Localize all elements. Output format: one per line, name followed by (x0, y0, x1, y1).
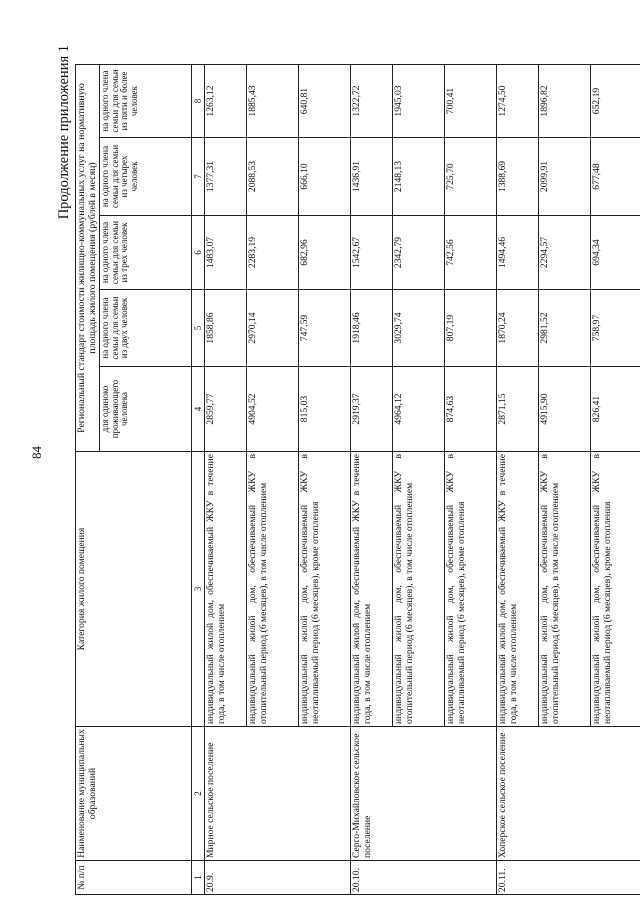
cost-value: 874,63 (445, 367, 497, 452)
row-number (539, 861, 591, 895)
cost-value: 2859,77 (205, 367, 247, 452)
cost-value: 4915,90 (539, 367, 591, 452)
housing-category: индивидуальный жилой дом, обеспечиваемый ЖКУ в течение года, в том числе отоплением (351, 452, 393, 727)
cost-value: 742,56 (445, 216, 497, 290)
cost-value: 1896,82 (539, 65, 591, 138)
header-numbers-row (192, 65, 205, 895)
municipality-name (393, 727, 445, 861)
table-row (591, 65, 640, 895)
continuation-label: Продолжение приложения 1 (56, 45, 72, 220)
municipality-name (299, 727, 351, 861)
cost-value: 826,41 (591, 367, 640, 452)
header-number: 8 (192, 65, 205, 138)
header-num: № п/п (76, 861, 192, 895)
cost-value: 1885,43 (247, 65, 299, 138)
cost-value: 1918,46 (351, 290, 393, 367)
cost-value: 4964,12 (393, 367, 445, 452)
housing-category: индивидуальный жилой дом, обеспечиваемый ЖКУ в течение года, в том числе отоплением (497, 452, 539, 727)
municipality-name (591, 727, 640, 861)
cost-value: 2919,37 (351, 367, 393, 452)
cost-value: 1945,03 (393, 65, 445, 138)
header-row-1 (76, 65, 100, 895)
header-number: 5 (192, 290, 205, 367)
page-number: 84 (29, 446, 44, 459)
cost-value: 815,03 (299, 367, 351, 452)
table-row (205, 65, 247, 895)
row-number (393, 861, 445, 895)
municipality-name: Хоперское сельское поселение (497, 727, 539, 861)
cost-value: 1274,50 (497, 65, 539, 138)
header-number: 7 (192, 138, 205, 216)
housing-category: индивидуальный жилой дом, обеспечиваемый ЖКУ в течение года, в том числе отоплением (205, 452, 247, 727)
table-row (247, 65, 299, 895)
row-number (247, 861, 299, 895)
cost-value: 1870,24 (497, 290, 539, 367)
row-number (445, 861, 497, 895)
cost-value: 1436,91 (351, 138, 393, 216)
header-number: 1 (192, 861, 205, 895)
housing-category: индивидуальный жилой дом, обеспечиваемый ЖКУ в отопительный период (6 месяцев), в том числе отоплением (539, 452, 591, 727)
housing-category: индивидуальный жилой дом, обеспечиваемый ЖКУ в неотапливаемый период (6 месяцев), кроме отопления (299, 452, 351, 727)
header-category: Категория жилого помещения (76, 452, 192, 727)
cost-value: 677,48 (591, 138, 640, 216)
housing-category: индивидуальный жилой дом, обеспечиваемый ЖКУ в неотапливаемый период (6 месяцев), кроме отопления (591, 452, 640, 727)
row-number: 20.11. (497, 861, 539, 895)
table-row (539, 65, 591, 895)
cost-value: 2283,19 (247, 216, 299, 290)
header-sub-3: на одного члена семьи для семьи из трех человек (100, 216, 192, 290)
cost-value: 2294,57 (539, 216, 591, 290)
header-sub-4: на одного члена семьи для семьи из четырех человек (100, 138, 192, 216)
cost-value: 1858,86 (205, 290, 247, 367)
housing-category: индивидуальный жилой дом, обеспечиваемый ЖКУ в отопительный период (6 месяцев), в том числе отоплением (247, 452, 299, 727)
cost-value: 640,81 (299, 65, 351, 138)
header-sub-1: для одиноко проживающего человека (100, 367, 192, 452)
cost-value: 2088,53 (247, 138, 299, 216)
cost-value: 2981,52 (539, 290, 591, 367)
cost-value: 700,41 (445, 65, 497, 138)
municipality-name (445, 727, 497, 861)
cost-value: 2099,91 (539, 138, 591, 216)
cost-value: 807,19 (445, 290, 497, 367)
header-number: 4 (192, 367, 205, 452)
cost-value: 694,34 (591, 216, 640, 290)
cost-value: 652,19 (591, 65, 640, 138)
housing-category: индивидуальный жилой дом, обеспечиваемый ЖКУ в отопительный период (6 месяцев), в том числе отоплением (393, 452, 445, 727)
cost-value: 747,59 (299, 290, 351, 367)
header-group: Региональный стандарт стоимости жилищно-коммунальных услуг на нормативную площадь жилого помещения (рублей в месяц) (76, 65, 100, 452)
cost-value: 2342,79 (393, 216, 445, 290)
municipality-name: Мирное сельское поселение (205, 727, 247, 861)
table-row (497, 65, 539, 895)
table-row (351, 65, 393, 895)
header-number: 6 (192, 216, 205, 290)
header-number: 3 (192, 452, 205, 727)
cost-value: 3029,74 (393, 290, 445, 367)
header-name: Наименование муниципальных образований (76, 727, 192, 861)
cost-value: 4904,52 (247, 367, 299, 452)
header-number: 2 (192, 727, 205, 861)
tariff-table (75, 64, 640, 895)
header-sub-2: на одного члена семьи для семьи из двух человек (100, 290, 192, 367)
housing-category: индивидуальный жилой дом, обеспечиваемый ЖКУ в неотапливаемый период (6 месяцев), кроме отопления (445, 452, 497, 727)
cost-value: 725,70 (445, 138, 497, 216)
table-row (299, 65, 351, 895)
cost-value: 1483,07 (205, 216, 247, 290)
cost-value: 2970,14 (247, 290, 299, 367)
row-number (299, 861, 351, 895)
cost-value: 1494,46 (497, 216, 539, 290)
row-number: 20.10. (351, 861, 393, 895)
cost-value: 1377,31 (205, 138, 247, 216)
cost-value: 1263,12 (205, 65, 247, 138)
cost-value: 2148,13 (393, 138, 445, 216)
cost-value: 1542,67 (351, 216, 393, 290)
cost-value: 666,10 (299, 138, 351, 216)
row-number (591, 861, 640, 895)
cost-value: 682,96 (299, 216, 351, 290)
table-row (445, 65, 497, 895)
municipality-name (539, 727, 591, 861)
header-sub-5: на одного члена семьи для семьи из пяти и более человек (100, 65, 192, 138)
municipality-name: Серго-Михайловское сельское поселение (351, 727, 393, 861)
cost-value: 1322,72 (351, 65, 393, 138)
table-row (393, 65, 445, 895)
municipality-name (247, 727, 299, 861)
cost-value: 758,97 (591, 290, 640, 367)
cost-value: 2871,15 (497, 367, 539, 452)
cost-value: 1388,69 (497, 138, 539, 216)
row-number: 20.9. (205, 861, 247, 895)
